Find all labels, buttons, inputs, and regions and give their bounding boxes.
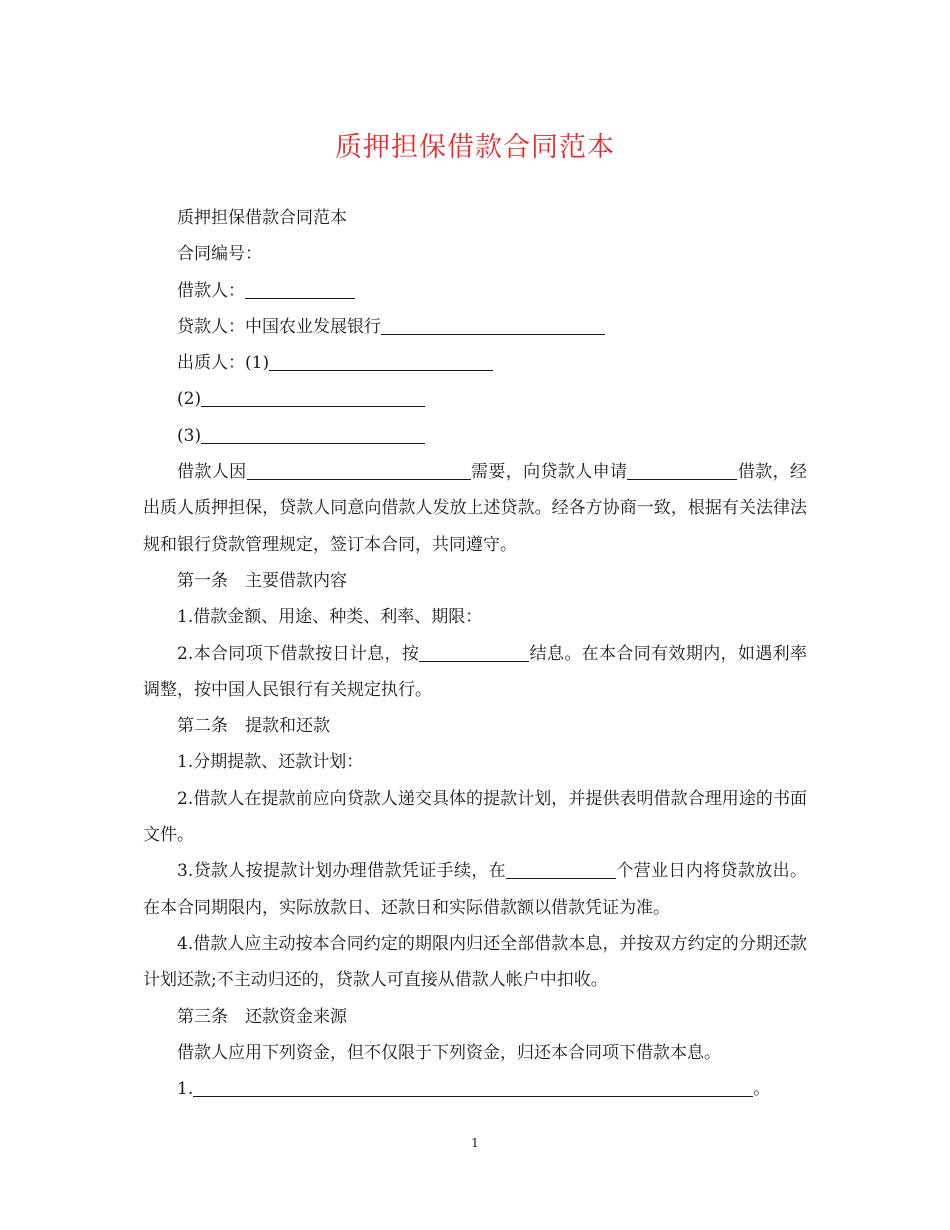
lender-label: 贷款人：中国农业发展银行 [177,316,381,337]
article-1-heading: 第一条 主要借款内容 [177,570,347,591]
pledgor-line-1 [143,345,807,381]
contract-number-line: 合同编号： [177,244,262,265]
lender-line [143,309,807,345]
interest-settlement-blank[interactable] [419,641,529,662]
pledgor-blank-3[interactable] [201,423,425,444]
article-2-item-3-text-b: 个营业日内将贷款放出。在本合同期限内，实际放款日、还款日和实际借款额以借款凭证为准。 [143,861,807,918]
pledgor-label-3: (3) [177,425,202,446]
amount-blank[interactable] [627,459,737,480]
document-title: 质押担保借款合同范本 [335,132,615,163]
article-1-item-2-text-a: 2.本合同项下借款按日计息，按 [177,643,420,664]
article-2-item-1: 1.分期提款、还款计划： [177,752,364,773]
article-2-item-2: 2.借款人在提款前应向贷款人递交具体的提款计划，并提供表明借款合理用途的书面文件。 [143,788,807,846]
article-2-item-3-text-a: 3.贷款人按提款计划办理借款凭证手续，在 [177,861,507,882]
intro-text-a: 借款人因 [177,462,247,483]
pledgor-line-3 [143,418,807,454]
pledgor-label-2: (2) [177,389,202,410]
document-body [143,200,807,1107]
borrower-label: 借款人： [177,280,245,301]
article-1-item-2 [143,636,807,709]
article-3-item-1 [143,1071,807,1107]
article-3-intro: 借款人应用下列资金，但不仅限于下列资金，归还本合同项下借款本息。 [177,1042,721,1063]
article-2-heading: 第二条 提款和还款 [177,716,330,737]
lender-blank[interactable] [381,314,605,335]
pledgor-line-2 [143,381,807,417]
article-2-item-3 [143,853,807,926]
borrower-blank[interactable] [245,278,355,299]
business-days-blank[interactable] [506,858,616,879]
pledgor-blank-2[interactable] [201,386,425,407]
intro-text-c: 借款，经出质人质押担保，贷款人同意向借款人发放上述贷款。经各方协商一致，根据有关法律法规和银行贷款管理规定，签订本合同，共同遵守。 [143,462,808,555]
article-3-heading: 第三条 还款资金来源 [177,1006,347,1027]
borrower-line [143,273,807,309]
article-2-item-4: 4.借款人应主动按本合同约定的期限内归还全部借款本息，并按双方约定的分期还款计划还款;不主动归还的，贷款人可直接从借款人帐户中扣收。 [143,933,807,991]
pledgor-label-1: 出质人：(1) [177,353,270,374]
funding-source-blank[interactable] [193,1076,753,1097]
article-3-item-1-end: 。 [753,1079,771,1100]
page-number: 1 [471,1136,479,1150]
article-3-item-1-number: 1. [177,1079,194,1100]
purpose-blank[interactable] [247,459,471,480]
heading-repeat: 质押担保借款合同范本 [177,208,347,228]
article-1-item-2-text-b: 结息。在本合同有效期内，如遇利率调整，按中国人民银行有关规定执行。 [143,643,807,700]
article-1-item-1: 1.借款金额、用途、种类、利率、期限： [177,607,483,628]
pledgor-blank-1[interactable] [269,350,493,371]
intro-text-b: 需要，向贷款人申请 [470,462,628,483]
intro-paragraph [143,454,807,563]
